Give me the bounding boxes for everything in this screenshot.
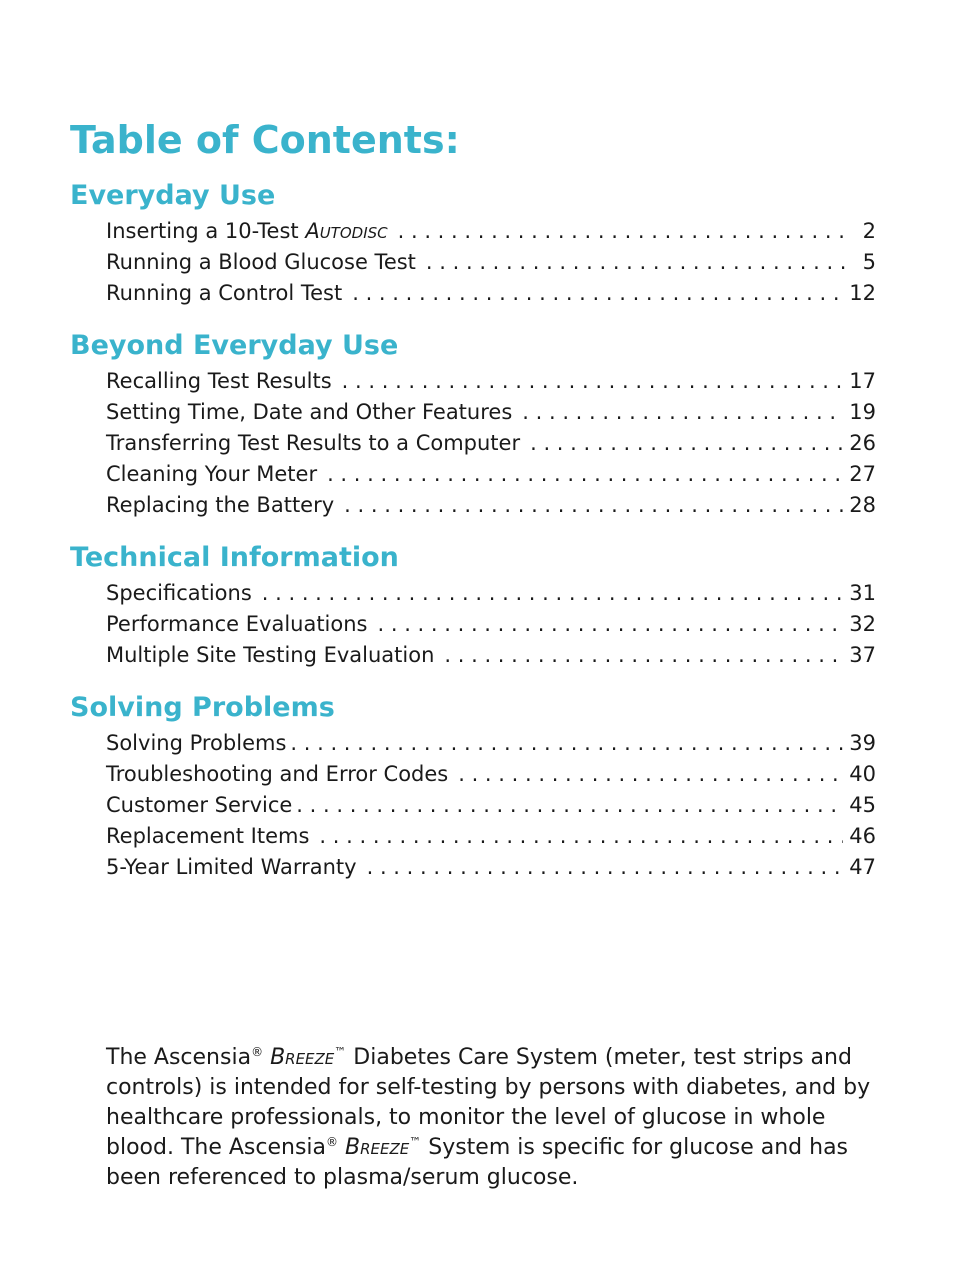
entry-label: Replacement Items xyxy=(106,824,310,848)
page-number: 39 xyxy=(849,731,876,755)
page-number: 46 xyxy=(849,824,876,848)
entry-label: Specifications xyxy=(106,581,252,605)
section-heading: Technical Information xyxy=(70,542,399,573)
entry-label: Replacing the Battery xyxy=(106,493,335,517)
section-heading: Beyond Everyday Use xyxy=(70,330,399,361)
entry-label: Multiple Site Testing Evaluation xyxy=(106,643,435,667)
toc-entry-troubleshooting[interactable] xyxy=(106,759,876,790)
entry-label: Performance Evaluations xyxy=(106,612,368,636)
dot-leader xyxy=(296,790,843,821)
toc-section-solving-problems xyxy=(70,688,880,883)
dot-leader xyxy=(530,428,843,459)
page-number: 12 xyxy=(849,281,876,305)
entry-label: Running a Control Test xyxy=(106,281,343,305)
toc-section-everyday-use xyxy=(70,176,880,309)
dot-leader xyxy=(458,759,843,790)
toc-entry-cleaning-meter[interactable] xyxy=(106,459,876,490)
dot-leader xyxy=(342,366,844,397)
entry-label: Inserting a 10-Test Autodisc xyxy=(106,219,388,243)
page-number: 17 xyxy=(849,369,876,393)
entry-label: Transferring Test Results to a Computer xyxy=(106,431,521,455)
page-number: 2 xyxy=(862,219,876,243)
entry-label: Solving Problems xyxy=(106,731,287,755)
entry-label: Running a Blood Glucose Test xyxy=(106,250,416,274)
dot-leader xyxy=(378,609,844,640)
page-number: 31 xyxy=(849,581,876,605)
intended-use-statement: The Ascensia® Breeze™ Diabetes Care System (meter, test strips and controls) is intended for self-testing by persons with diabetes, and by healthcare professionals, to monitor the level of glucose in whole blood. The Ascensia® Breeze™ System is specific for glucose and has been referenced to plasma/serum glucose. xyxy=(106,1045,871,1190)
toc-section-technical-information xyxy=(70,538,880,671)
toc-entry-performance-evaluations[interactable] xyxy=(106,609,876,640)
toc-entry-multiple-site-testing[interactable] xyxy=(106,640,876,671)
brand-name: Breeze xyxy=(270,1045,335,1070)
dot-leader xyxy=(398,216,846,247)
dot-leader xyxy=(444,640,843,671)
brand-name: Breeze xyxy=(345,1135,410,1160)
page-number: 47 xyxy=(849,855,876,879)
entry-label: Cleaning Your Meter xyxy=(106,462,318,486)
dot-leader xyxy=(327,459,843,490)
entry-label: Customer Service xyxy=(106,793,293,817)
page-number: 19 xyxy=(849,400,876,424)
toc-entry-recalling-results[interactable] xyxy=(106,366,876,397)
entry-label: 5-Year Limited Warranty xyxy=(106,855,357,879)
dot-leader xyxy=(522,397,843,428)
page-number: 32 xyxy=(849,612,876,636)
dot-leader xyxy=(344,490,843,521)
toc-entry-transferring-results[interactable] xyxy=(106,428,876,459)
page-title: Table of Contents: xyxy=(70,118,460,162)
page-number: 28 xyxy=(849,493,876,517)
page-number: 45 xyxy=(849,793,876,817)
dot-leader xyxy=(290,728,843,759)
entry-label: Recalling Test Results xyxy=(106,369,332,393)
dot-leader xyxy=(367,852,844,883)
toc-entry-limited-warranty[interactable] xyxy=(106,852,876,883)
toc-entry-replacement-items[interactable] xyxy=(106,821,876,852)
dot-leader xyxy=(352,278,843,309)
toc-entry-inserting-autodisc[interactable] xyxy=(106,216,876,247)
toc-entry-blood-glucose-test[interactable] xyxy=(106,247,876,278)
toc-entry-setting-time-date[interactable] xyxy=(106,397,876,428)
toc-entry-control-test[interactable] xyxy=(106,278,876,309)
entry-label: Setting Time, Date and Other Features xyxy=(106,400,513,424)
dot-leader xyxy=(426,247,846,278)
toc-entry-solving-problems[interactable] xyxy=(106,728,876,759)
page-number: 27 xyxy=(849,462,876,486)
page-number: 37 xyxy=(849,643,876,667)
dot-leader xyxy=(319,821,843,852)
page-number: 40 xyxy=(849,762,876,786)
page-number: 5 xyxy=(862,250,876,274)
entry-label: Troubleshooting and Error Codes xyxy=(106,762,449,786)
section-heading: Everyday Use xyxy=(70,180,276,211)
toc-entry-customer-service[interactable] xyxy=(106,790,876,821)
section-heading: Solving Problems xyxy=(70,692,335,723)
dot-leader xyxy=(262,578,843,609)
toc-section-beyond-everyday-use xyxy=(70,326,880,521)
toc-entry-specifications[interactable] xyxy=(106,578,876,609)
toc-entry-replacing-battery[interactable] xyxy=(106,490,876,521)
page-number: 26 xyxy=(849,431,876,455)
